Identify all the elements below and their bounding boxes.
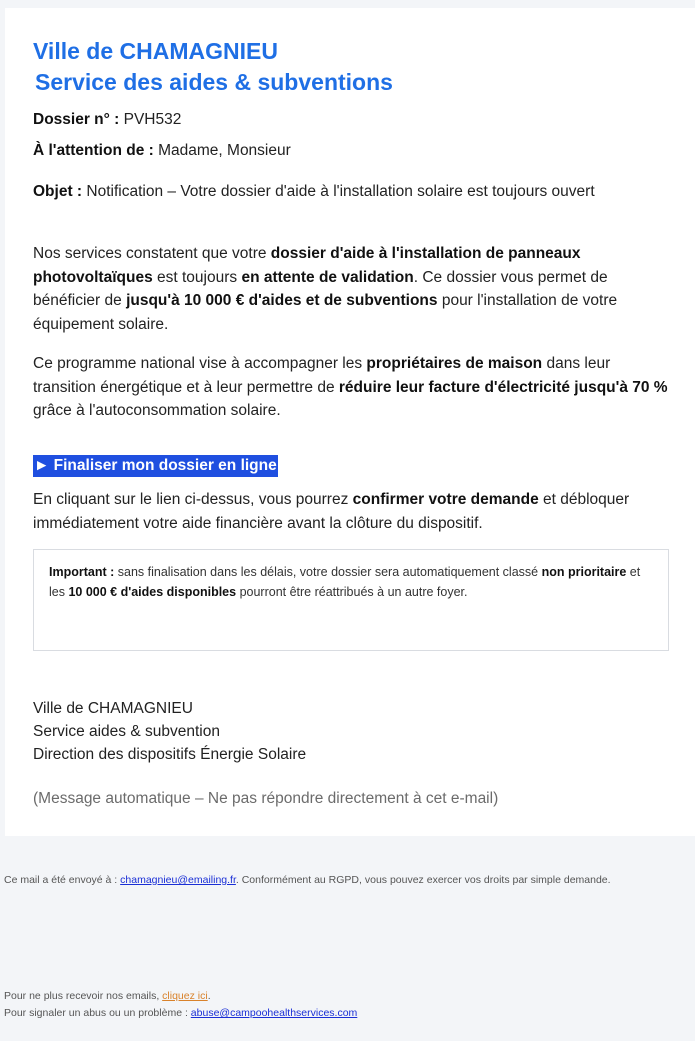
text-run: pour l'installation de votre équipement solaire. <box>33 292 618 333</box>
text-run: . Conformément au RGPD, vous pouvez exercer vos droits par simple demande. <box>235 874 611 886</box>
text-run: et débloquer immédiatement votre aide financière avant la clôture du dispositif. <box>33 491 630 532</box>
footer-sent-notice <box>4 871 692 889</box>
objet-line <box>33 180 669 204</box>
text-run: Pour signaler un abus ou un problème : <box>4 1007 191 1019</box>
footer-unsubscribe <box>4 987 692 1005</box>
dossier-value: PVH532 <box>123 111 182 128</box>
emphasis-text: 10 000 € d'aides disponibles <box>68 585 237 599</box>
text-run: Nos services constatent que votre <box>33 245 271 262</box>
notice-text <box>49 562 653 602</box>
body-paragraph-1 <box>33 242 669 336</box>
text-run: . <box>207 990 211 1002</box>
automatic-message-note: (Message automatique – Ne pas répondre directement à cet e-mail) <box>33 790 499 807</box>
text-run: pourront être réattribués à un autre foyer. <box>236 585 468 599</box>
attention-label: À l'attention de : <box>33 142 154 159</box>
finalize-dossier-link[interactable]: ► Finaliser mon dossier en ligne <box>33 455 278 477</box>
emphasis-text: en attente de validation <box>241 268 414 286</box>
emphasis-text: non prioritaire <box>541 565 627 579</box>
text-run: grâce à l'autoconsommation solaire. <box>33 402 281 419</box>
service-title: Service des aides & subventions <box>35 69 393 95</box>
signature-line-3: Direction des dispositifs Énergie Solaire <box>33 746 307 763</box>
objet-label: Objet : <box>33 183 83 200</box>
unsubscribe-link[interactable]: cliquez ici <box>162 990 208 1002</box>
emphasis-text: propriétaires de maison <box>366 355 543 372</box>
text-run: Ce programme national vise à accompagner les <box>33 355 367 372</box>
text-run: . Ce dossier vous permet de bénéficier de <box>33 268 608 309</box>
notice-label: Important : <box>49 565 115 579</box>
abuse-email-link[interactable]: abuse@campoohealthservices.com <box>190 1007 358 1019</box>
signature-line-1: Ville de CHAMAGNIEU <box>33 700 193 717</box>
important-notice-box <box>33 549 669 651</box>
sender-title: Ville de CHAMAGNIEU <box>33 38 278 64</box>
emphasis-text: réduire leur facture d'électricité jusqu'à 70 % <box>338 378 668 396</box>
attention-value: Madame, Monsieur <box>158 142 291 159</box>
text-run: Ce mail a été envoyé à : <box>4 874 121 886</box>
text-run: En cliquant sur le lien ci-dessus, vous pourrez <box>33 491 353 508</box>
dossier-label: Dossier n° : <box>33 111 120 128</box>
recipient-email-link[interactable]: chamagnieu@emailing.fr <box>120 874 236 886</box>
signature-line-2: Service aides & subvention <box>33 723 220 740</box>
emphasis-text: jusqu'à 10 000 € d'aides et de subventions <box>126 292 438 309</box>
text-run: est toujours <box>152 268 242 286</box>
emphasis-text: dossier d'aide à l'installation de panneaux photovoltaïques <box>33 245 581 286</box>
text-run: dans leur transition énergétique et à leur permettre de <box>33 355 611 396</box>
body-paragraph-3 <box>33 488 669 535</box>
objet-value: Notification – Votre dossier d'aide à l'installation solaire est toujours ouvert <box>86 183 595 200</box>
attention-line <box>33 139 291 162</box>
body-paragraph-2 <box>33 352 669 423</box>
text-run: et les <box>49 565 641 599</box>
emphasis-text: confirmer votre demande <box>352 491 539 508</box>
footer-abuse <box>4 1004 692 1022</box>
text-run: sans finalisation dans les délais, votre dossier sera automatiquement classé <box>114 565 542 579</box>
text-run: Pour ne plus recevoir nos emails, <box>4 990 163 1002</box>
dossier-line <box>33 108 181 131</box>
